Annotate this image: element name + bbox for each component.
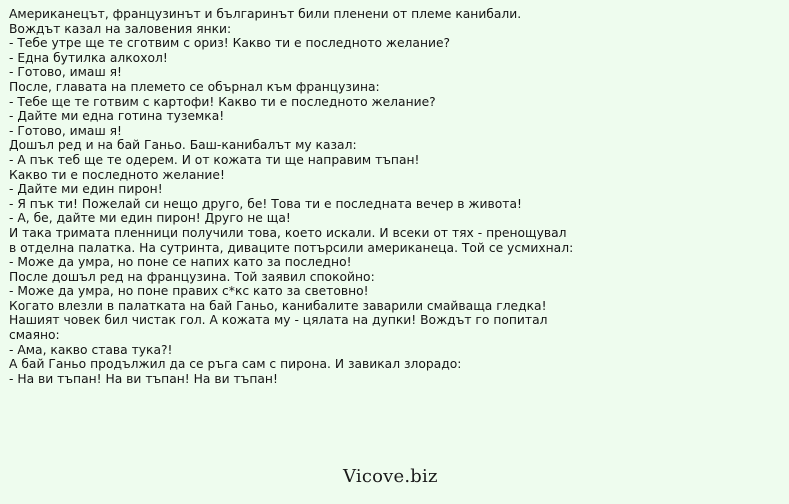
joke-line: - Може да умра, но поне правих с*кс като за световно! [9, 284, 369, 299]
joke-line: - Тебе утре ще те сготвим с ориз! Какво ти е последното желание? [9, 36, 451, 51]
joke-line: - Дайте ми един пирон! [9, 182, 163, 197]
joke-line: - А, бе, дайте ми един пирон! Друго не ща! [9, 211, 291, 226]
joke-line: И така тримата пленници получили това, което искали. И всеки от тях - пренощувал [9, 225, 567, 240]
joke-line: - Ама, какво става тука?! [9, 342, 173, 357]
joke-line: Когато влезли в палатката на бай Ганьо, канибалите заварили смайваща гледка! [9, 298, 547, 313]
joke-line: - Готово, имаш я! [9, 65, 122, 80]
joke-line: Нашият човек бил чистак гол. А кожата му - цялата на дупки! Вождът го попитал [9, 313, 548, 328]
site-watermark: Vicove.biz [343, 466, 438, 487]
joke-line: - Една бутилка алкохол! [9, 50, 168, 65]
joke-line: Дошъл ред и на бай Ганьо. Баш-канибалът му казал: [9, 138, 357, 153]
joke-line: смаяно: [9, 328, 60, 343]
joke-line: А бай Ганьо продължил да се ръга сам с пирона. И завикал злорадо: [9, 357, 462, 372]
joke-line: После дошъл ред на французина. Той заявил спокойно: [9, 269, 375, 284]
joke-line: Какво ти е последното желание! [9, 167, 225, 182]
joke-line: - Тебе ще те готвим с картофи! Какво ти е последното желание? [9, 94, 436, 109]
joke-line: - А пък теб ще те одерем. И от кожата ти ще направим тъпан! [9, 152, 420, 167]
joke-line: - Дайте ми една готина туземка! [9, 109, 225, 124]
joke-line: - Готово, имаш я! [9, 123, 122, 138]
joke-line: - Я пък ти! Пожелай си нещо друго, бе! Това ти е последната вечер в живота! [9, 196, 522, 211]
joke-line: Американецът, французинът и българинът били пленени от племе канибали. [9, 7, 522, 21]
joke-line: Вождът казал на заловения янки: [9, 21, 232, 36]
joke-text [9, 7, 781, 386]
joke-line: После, главата на племето се обърнал към французина: [9, 79, 380, 94]
joke-line: - На ви тъпан! На ви тъпан! На ви тъпан! [9, 371, 278, 386]
joke-line: в отделна палатка. На сутринта, диваците потърсили американеца. Той се усмихнал: [9, 240, 574, 255]
joke-line: - Може да умра, но поне се напих като за последно! [9, 255, 352, 270]
